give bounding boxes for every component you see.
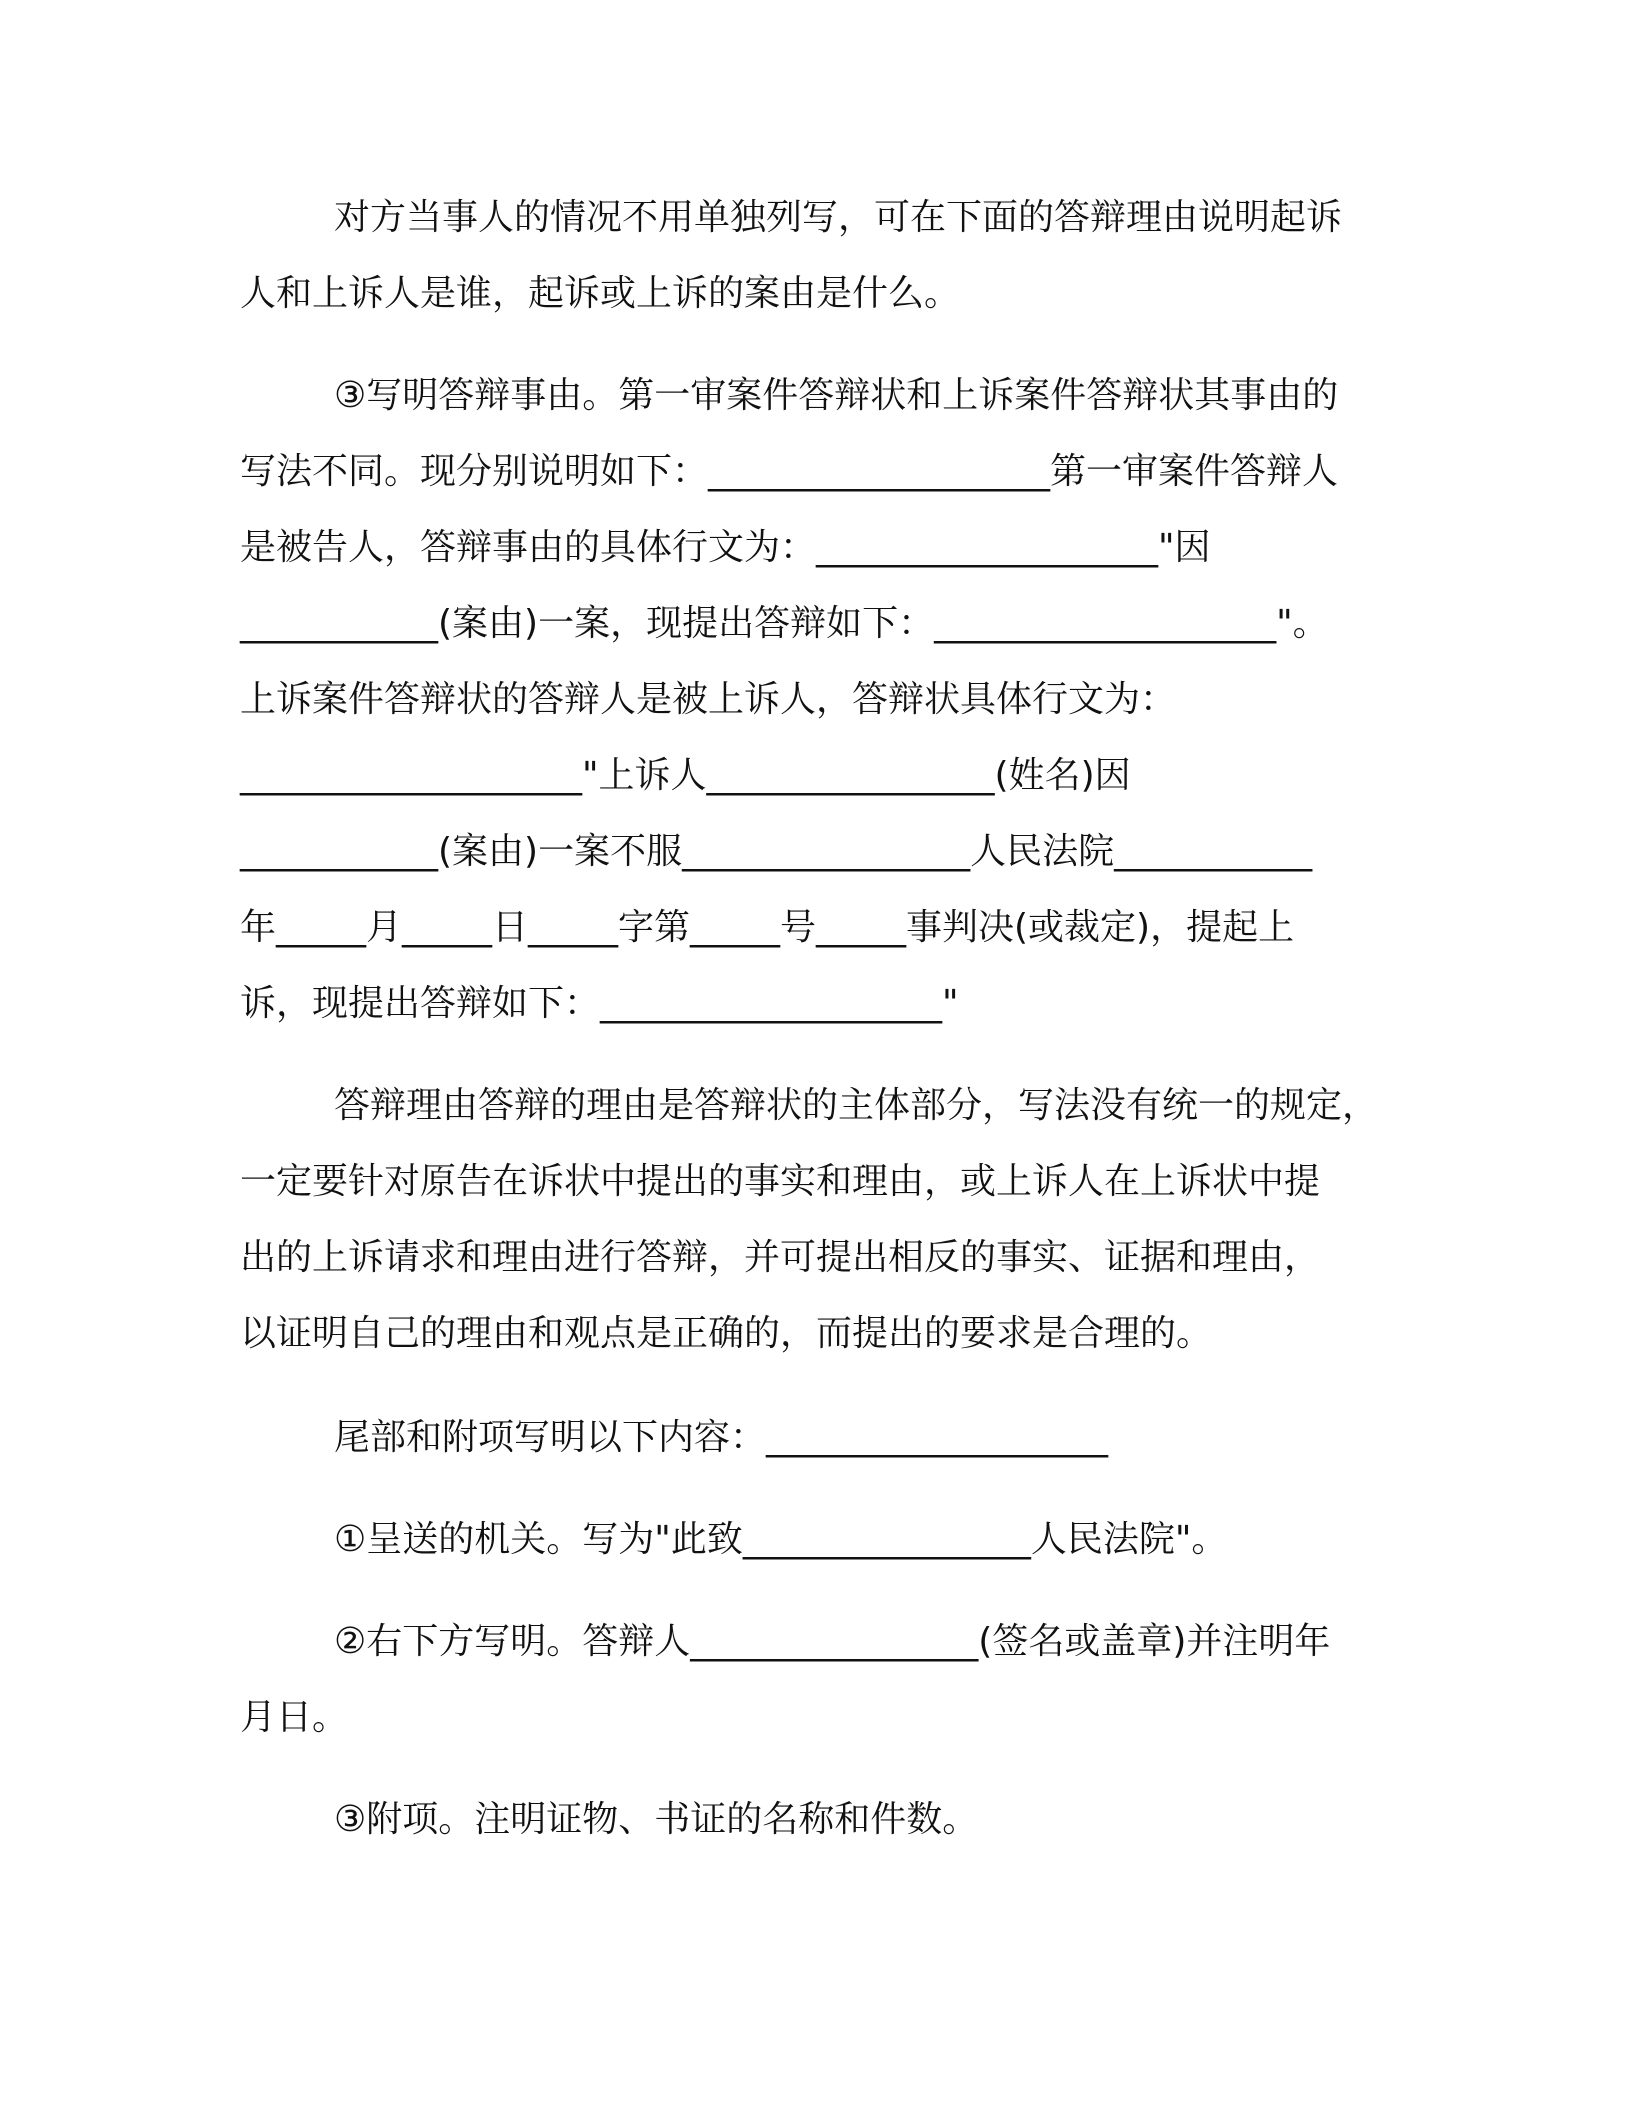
text-line: ___________________"上诉人________________(姓名)因 (240, 755, 1131, 796)
text-line: 是被告人，答辩事由的具体行文为：___________________"因 (240, 527, 1211, 568)
text-line: 出的上诉请求和理由进行答辩，并可提出相反的事实、证据和理由， (240, 1237, 1321, 1278)
text-line: 对方当事人的情况不用单独列写，可在下面的答辩理由说明起诉 (334, 197, 1343, 238)
text-line: ③附项。注明证物、书证的名称和件数。 (334, 1799, 979, 1840)
text-line: ___________(案由)一案不服________________人民法院___________ (240, 831, 1313, 872)
text-line: 以证明自己的理由和观点是正确的，而提出的要求是合理的。 (240, 1313, 1213, 1354)
text-line: 上诉案件答辩状的答辩人是被上诉人，答辩状具体行文为： (240, 679, 1177, 720)
text-line: 写法不同。现分别说明如下：___________________第一审案件答辩人 (240, 451, 1339, 492)
text-line: ①呈送的机关。写为"此致________________人民法院"。 (334, 1519, 1228, 1560)
text-line: 一定要针对原告在诉状中提出的事实和理由，或上诉人在上诉状中提 (240, 1161, 1321, 1202)
text-line: 年_____月_____日_____字第_____号_____事判决(或裁定)，提起上 (240, 907, 1295, 948)
text-line: 尾部和附项写明以下内容：___________________ (334, 1417, 1109, 1458)
text-line: 月日。 (240, 1697, 349, 1738)
text-line: ③写明答辩事由。第一审案件答辩状和上诉案件答辩状其事由的 (334, 375, 1339, 416)
text-line: 诉，现提出答辩如下：___________________" (240, 983, 959, 1024)
text-line: 答辩理由答辩的理由是答辩状的主体部分，写法没有统一的规定， (334, 1085, 1379, 1126)
text-line: ②右下方写明。答辩人________________(签名或盖章)并注明年 (334, 1621, 1331, 1662)
text-line: 人和上诉人是谁，起诉或上诉的案由是什么。 (240, 273, 961, 314)
text-line: ___________(案由)一案，现提出答辩如下：___________________"。 (240, 603, 1329, 644)
